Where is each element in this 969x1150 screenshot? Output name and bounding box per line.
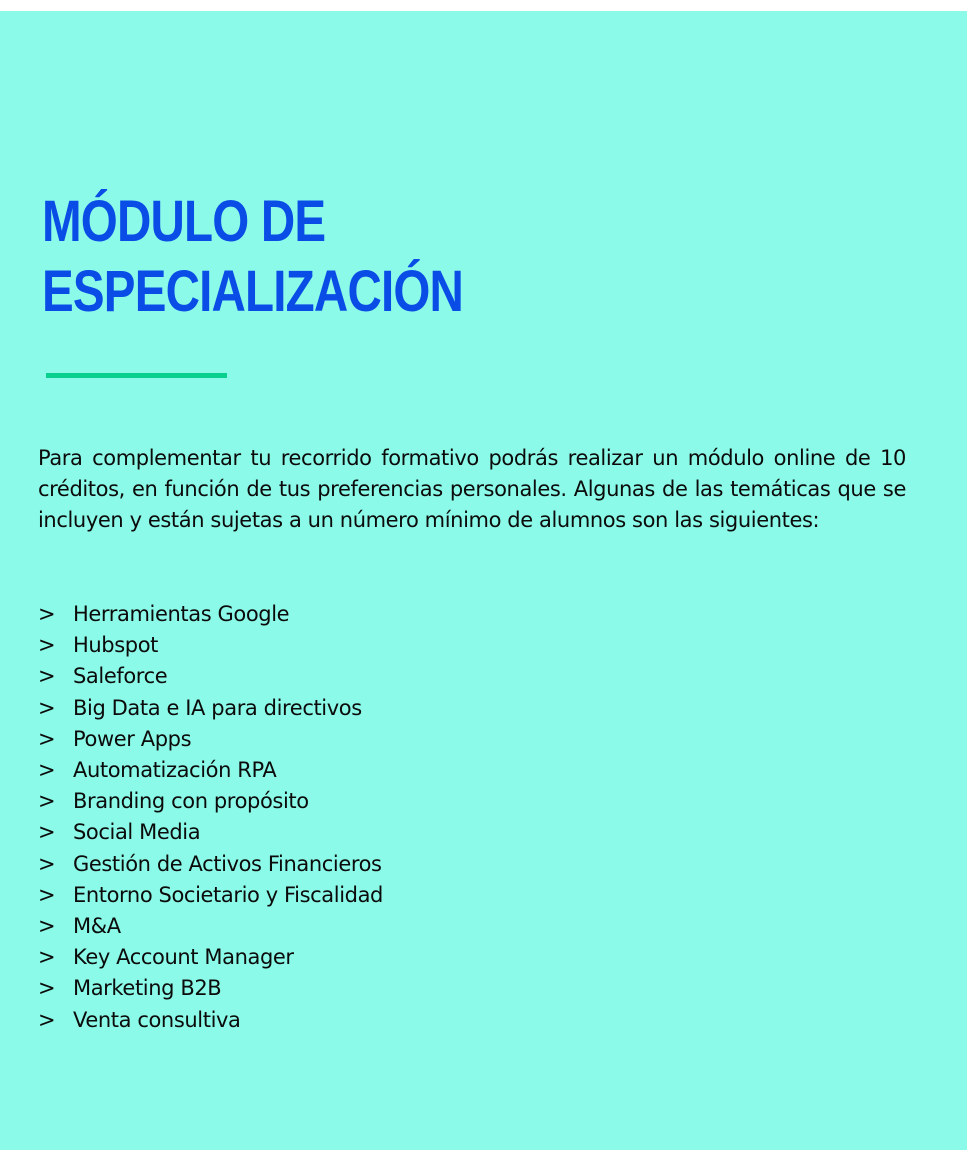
chevron-right-icon: > <box>38 820 56 845</box>
topic-label: Social Media <box>73 820 201 845</box>
list-item <box>38 880 383 911</box>
topic-label: Venta consultiva <box>73 1007 241 1032</box>
chevron-right-icon: > <box>38 602 56 626</box>
topic-label: Hubspot <box>73 633 158 658</box>
section-title <box>42 187 463 327</box>
topic-label: Branding con propósito <box>73 789 309 814</box>
list-item <box>38 630 383 661</box>
list-item <box>38 599 383 630</box>
chevron-right-icon: > <box>38 633 56 658</box>
list-item <box>38 849 383 880</box>
topic-label: M&A <box>73 914 121 939</box>
list-item <box>38 786 383 817</box>
chevron-right-icon: > <box>38 945 56 970</box>
chevron-right-icon: > <box>38 914 56 939</box>
list-item <box>38 817 383 848</box>
chevron-right-icon: > <box>38 664 56 689</box>
list-item <box>38 693 383 724</box>
list-item <box>38 755 383 786</box>
chevron-right-icon: > <box>38 1007 56 1032</box>
specialization-module-panel <box>0 11 967 1150</box>
list-item <box>38 724 383 755</box>
topic-label: Gestión de Activos Financieros <box>73 851 382 876</box>
title-divider <box>46 373 227 378</box>
topic-label: Saleforce <box>73 664 168 689</box>
list-item <box>38 942 383 973</box>
topic-label: Automatización RPA <box>73 758 277 783</box>
topic-label: Marketing B2B <box>73 976 222 1001</box>
chevron-right-icon: > <box>38 726 56 751</box>
topics-list <box>38 599 383 1036</box>
topic-label: Entorno Societario y Fiscalidad <box>73 882 383 907</box>
chevron-right-icon: > <box>38 789 56 814</box>
list-item <box>38 1005 383 1036</box>
chevron-right-icon: > <box>38 851 56 876</box>
list-item <box>38 661 383 692</box>
chevron-right-icon: > <box>38 882 56 907</box>
topic-label: Power Apps <box>73 726 192 751</box>
chevron-right-icon: > <box>38 695 56 720</box>
topic-label: Key Account Manager <box>73 945 294 970</box>
topic-label: Herramientas Google <box>73 602 290 626</box>
list-item <box>38 911 383 942</box>
topic-label: Big Data e IA para directivos <box>73 695 362 720</box>
section-title-line-2: ESPECIALIZACIÓN <box>42 259 464 324</box>
intro-paragraph: Para complementar tu recorrido formativo podrás realizar un módulo online de 10 créditos, en función de tus preferencias personales. Algunas de las temáticas que se incluyen y están sujetas a un número mínimo de alumnos son las siguientes: <box>38 446 906 532</box>
section-title-line-1: MÓDULO DE <box>42 189 326 254</box>
list-item <box>38 973 383 1004</box>
chevron-right-icon: > <box>38 758 56 783</box>
chevron-right-icon: > <box>38 976 56 1001</box>
